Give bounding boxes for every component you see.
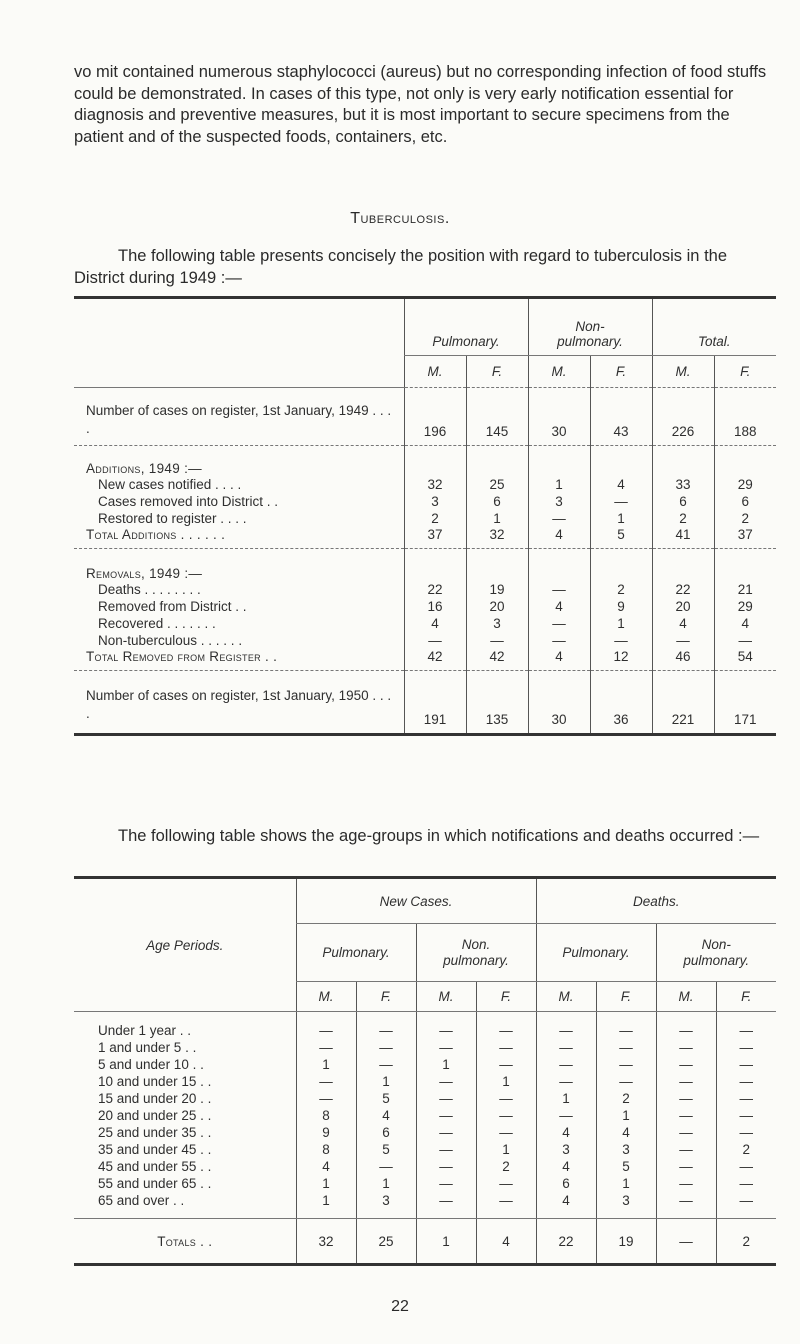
age-row xyxy=(74,1090,776,1107)
table1-cell: 4 xyxy=(528,649,590,671)
table1-cell: 42 xyxy=(404,649,466,671)
table1-cell: 29 xyxy=(714,598,776,615)
table2-intro: The following table shows the age-groups in which notifications and deaths occurred :— xyxy=(118,827,760,845)
age-row-cell: — xyxy=(476,1090,536,1107)
table1-cell: 4 xyxy=(714,615,776,632)
table1-cell: — xyxy=(528,581,590,598)
age-row-cell: — xyxy=(296,1022,356,1039)
age-row-cell: 1 xyxy=(356,1175,416,1192)
age-row-label: 35 and under 45 . . xyxy=(98,1141,212,1157)
deaths-header: Deaths. xyxy=(536,878,776,924)
additions-row-label: New cases notified . . . . xyxy=(98,476,242,492)
age-row-cell: — xyxy=(716,1073,776,1090)
age-row-cell: — xyxy=(356,1022,416,1039)
age-row-cell: — xyxy=(716,1192,776,1209)
table1-cell: 36 xyxy=(590,671,652,735)
intro-paragraph: vo mit contained numerous staphylococci (aureus) but no corresponding infection of food stuffs could be demonstrated. In cases of this type, not only is very early notification essential for diagnosis and preventive measures, but it is most important to secure specimens from the patient and of the suspected foods, containers, etc. xyxy=(74,63,767,146)
removals-row-label: Removed from District . . xyxy=(98,598,247,614)
age-row-label: 15 and under 20 . . xyxy=(98,1090,212,1106)
table1-subheader: F. xyxy=(590,356,652,388)
table1-cell: 2 xyxy=(404,510,466,527)
age-row-cell: — xyxy=(716,1056,776,1073)
table1-cell: — xyxy=(590,493,652,510)
totals-label: Totals . . xyxy=(157,1233,213,1249)
age-row-cell: — xyxy=(596,1073,656,1090)
age-row-cell: — xyxy=(416,1107,476,1124)
age-row-cell: 6 xyxy=(356,1124,416,1141)
age-row-cell: 3 xyxy=(596,1141,656,1158)
table1-cell: 32 xyxy=(404,476,466,493)
totals-cell: 1 xyxy=(416,1219,476,1265)
age-row-cell: — xyxy=(656,1073,716,1090)
table1-cell: 5 xyxy=(590,527,652,549)
table2-subheader: M. xyxy=(656,982,716,1012)
age-row xyxy=(74,1107,776,1124)
table1-cell: 20 xyxy=(652,598,714,615)
age-row-cell: 1 xyxy=(416,1056,476,1073)
additions-row-label: Restored to register . . . . xyxy=(98,510,247,526)
age-row xyxy=(74,1141,776,1158)
age-row-cell: — xyxy=(536,1073,596,1090)
age-row-cell: — xyxy=(356,1056,416,1073)
table1-cell: 145 xyxy=(466,388,528,446)
table1-cell: 19 xyxy=(466,581,528,598)
table1-cell: 41 xyxy=(652,527,714,549)
age-row-cell: — xyxy=(416,1039,476,1056)
age-row-label: 20 and under 25 . . xyxy=(98,1107,212,1123)
age-row-cell: — xyxy=(416,1022,476,1039)
table1-cell: 29 xyxy=(714,476,776,493)
age-row-cell: 1 xyxy=(356,1073,416,1090)
table1-cell: — xyxy=(404,632,466,649)
age-row-cell: — xyxy=(656,1056,716,1073)
age-row-cell: 1 xyxy=(596,1107,656,1124)
age-row-cell: — xyxy=(476,1022,536,1039)
age-row-label: 45 and under 55 . . xyxy=(98,1158,212,1174)
age-row-cell: — xyxy=(476,1124,536,1141)
removals-heading: Removals, 1949 :— xyxy=(86,565,203,581)
age-row xyxy=(74,1175,776,1192)
table2-subheader: F. xyxy=(476,982,536,1012)
age-row-cell: 5 xyxy=(356,1090,416,1107)
table1-cell: — xyxy=(652,632,714,649)
totals-cell: 25 xyxy=(356,1219,416,1265)
table1-cell: 6 xyxy=(714,493,776,510)
removals-row-label: Recovered . . . . . . . xyxy=(98,615,216,631)
age-row xyxy=(74,1056,776,1073)
age-row-cell: — xyxy=(716,1124,776,1141)
table1-cell: 6 xyxy=(466,493,528,510)
table1-cell: 226 xyxy=(652,388,714,446)
table1-cell: 16 xyxy=(404,598,466,615)
table1-cell: 21 xyxy=(714,581,776,598)
age-row-cell: 1 xyxy=(296,1175,356,1192)
table1-cell: 196 xyxy=(404,388,466,446)
age-row xyxy=(74,1192,776,1209)
new-cases-non-pulmonary-header: Non. pulmonary. xyxy=(416,924,536,982)
age-row xyxy=(74,1022,776,1039)
age-row-label: 65 and over . . xyxy=(98,1192,185,1208)
age-row-cell: — xyxy=(416,1141,476,1158)
age-row-cell: — xyxy=(656,1090,716,1107)
age-row xyxy=(74,1039,776,1056)
age-row-cell: — xyxy=(416,1090,476,1107)
age-row-cell: — xyxy=(596,1056,656,1073)
table1-subheader: M. xyxy=(652,356,714,388)
age-row xyxy=(74,1124,776,1141)
table1-cell: 1 xyxy=(466,510,528,527)
table1-cell: 37 xyxy=(714,527,776,549)
age-row-cell: — xyxy=(296,1073,356,1090)
register-end-label: Number of cases on register, 1st January, 1950 . . . . xyxy=(86,688,392,721)
age-rows xyxy=(74,1022,776,1209)
age-row-cell: — xyxy=(536,1107,596,1124)
age-row-cell: — xyxy=(716,1175,776,1192)
age-row-cell: 4 xyxy=(356,1107,416,1124)
table1-subheader: M. xyxy=(528,356,590,388)
table1-cell: — xyxy=(528,615,590,632)
table1-cell: 191 xyxy=(404,671,466,735)
age-row-cell: — xyxy=(656,1141,716,1158)
table1-cell: 1 xyxy=(528,476,590,493)
age-row-cell: 2 xyxy=(596,1090,656,1107)
age-row-cell: 4 xyxy=(536,1124,596,1141)
totals-cell: 2 xyxy=(716,1219,776,1265)
table1-cell: 3 xyxy=(528,493,590,510)
register-start-label: Number of cases on register, 1st January, 1949 . . . . xyxy=(74,388,404,446)
table1-header-total: Total. xyxy=(652,298,776,356)
age-row-cell: 4 xyxy=(596,1124,656,1141)
table1-cell: 1 xyxy=(590,510,652,527)
age-row-cell: 4 xyxy=(536,1192,596,1209)
age-row-cell: 2 xyxy=(476,1158,536,1175)
age-row-cell: — xyxy=(296,1090,356,1107)
table1-cell: 22 xyxy=(652,581,714,598)
tuberculosis-register-table xyxy=(74,296,776,736)
removals-row-label: Deaths . . . . . . . . xyxy=(98,581,201,597)
section-heading: Tuberculosis. xyxy=(350,210,450,227)
age-row-cell: — xyxy=(656,1039,716,1056)
table1-cell: 33 xyxy=(652,476,714,493)
table1-cell: 42 xyxy=(466,649,528,671)
age-row-cell: — xyxy=(476,1056,536,1073)
table1-cell: 1 xyxy=(590,615,652,632)
table1-cell: 221 xyxy=(652,671,714,735)
age-row-cell: — xyxy=(416,1158,476,1175)
new-cases-header: New Cases. xyxy=(296,878,536,924)
age-row-cell: 1 xyxy=(596,1175,656,1192)
age-row-cell: — xyxy=(476,1192,536,1209)
age-row-cell: 4 xyxy=(536,1158,596,1175)
table1-cell: 3 xyxy=(404,493,466,510)
table1-cell: 4 xyxy=(528,527,590,549)
age-row-cell: 1 xyxy=(296,1192,356,1209)
age-row-cell: 3 xyxy=(356,1192,416,1209)
age-row-cell: 9 xyxy=(296,1124,356,1141)
table1-cell: — xyxy=(590,632,652,649)
age-row-cell: — xyxy=(536,1056,596,1073)
age-row-cell: — xyxy=(716,1022,776,1039)
table1-corner xyxy=(74,298,404,388)
table1-cell: 30 xyxy=(528,388,590,446)
table1-cell: 4 xyxy=(652,615,714,632)
table1-cell: 30 xyxy=(528,671,590,735)
page-number: 22 xyxy=(391,1298,409,1315)
age-row-label: 10 and under 15 . . xyxy=(98,1073,212,1089)
table1-cell: 6 xyxy=(652,493,714,510)
table1-subheader: F. xyxy=(714,356,776,388)
age-row-cell: — xyxy=(716,1090,776,1107)
table1-cell: 46 xyxy=(652,649,714,671)
total-removed-label: Total Removed from Register . . xyxy=(74,649,404,671)
age-row-cell: — xyxy=(656,1124,716,1141)
age-row-cell: — xyxy=(716,1039,776,1056)
age-row-cell: — xyxy=(656,1192,716,1209)
age-row-cell: 5 xyxy=(356,1141,416,1158)
table1-cell: 12 xyxy=(590,649,652,671)
age-row-cell: — xyxy=(416,1192,476,1209)
age-row-cell: — xyxy=(476,1175,536,1192)
table1-cell: — xyxy=(528,510,590,527)
age-row-cell: — xyxy=(656,1107,716,1124)
age-periods-header: Age Periods. xyxy=(74,878,296,1012)
age-row-cell: 8 xyxy=(296,1141,356,1158)
deaths-pulmonary-header: Pulmonary. xyxy=(536,924,656,982)
age-row-cell: — xyxy=(476,1107,536,1124)
table1-cell: 171 xyxy=(714,671,776,735)
age-row-cell: 3 xyxy=(596,1192,656,1209)
table2-subheader: M. xyxy=(536,982,596,1012)
age-row-cell: — xyxy=(716,1107,776,1124)
table1-cell: — xyxy=(466,632,528,649)
age-row xyxy=(74,1158,776,1175)
age-row xyxy=(74,1073,776,1090)
age-row-cell: 2 xyxy=(716,1141,776,1158)
table2-subheader: F. xyxy=(716,982,776,1012)
age-row-cell: — xyxy=(356,1158,416,1175)
table1-cell: 43 xyxy=(590,388,652,446)
age-row-label: 5 and under 10 . . xyxy=(98,1056,204,1072)
table1-header-non-pulmonary: Non-pulmonary. xyxy=(528,298,652,356)
age-row-cell: — xyxy=(416,1073,476,1090)
age-row-cell: — xyxy=(356,1039,416,1056)
table1-cell: 37 xyxy=(404,527,466,549)
totals-cell: 4 xyxy=(476,1219,536,1265)
deaths-non-pulmonary-header: Non-pulmonary. xyxy=(656,924,776,982)
table1-subheader: F. xyxy=(466,356,528,388)
table1-cell: 135 xyxy=(466,671,528,735)
age-row-label: Under 1 year . . xyxy=(98,1022,192,1038)
age-row-cell: — xyxy=(476,1039,536,1056)
age-row-cell: — xyxy=(296,1039,356,1056)
table1-cell: 20 xyxy=(466,598,528,615)
table1-cell: — xyxy=(714,632,776,649)
totals-cell: — xyxy=(656,1219,716,1265)
table2-subheader: F. xyxy=(356,982,416,1012)
age-row-cell: 3 xyxy=(536,1141,596,1158)
additions-heading: Additions, 1949 :— xyxy=(86,460,202,476)
totals-cell: 19 xyxy=(596,1219,656,1265)
age-row-cell: 6 xyxy=(536,1175,596,1192)
table1-cell: 188 xyxy=(714,388,776,446)
table1-intro: The following table presents concisely the position with regard to tuberculosis in the District during 1949 :— xyxy=(74,247,728,287)
table1-cell: — xyxy=(528,632,590,649)
table1-cell: 32 xyxy=(466,527,528,549)
age-row-cell: 1 xyxy=(296,1056,356,1073)
age-row-label: 1 and under 5 . . xyxy=(98,1039,197,1055)
age-row-label: 25 and under 35 . . xyxy=(98,1124,212,1140)
table1-cell: 25 xyxy=(466,476,528,493)
age-row-cell: — xyxy=(416,1175,476,1192)
age-row-cell: 8 xyxy=(296,1107,356,1124)
age-row-cell: — xyxy=(536,1039,596,1056)
table1-cell: 2 xyxy=(714,510,776,527)
age-row-cell: 5 xyxy=(596,1158,656,1175)
new-cases-pulmonary-header: Pulmonary. xyxy=(296,924,416,982)
table1-cell: 9 xyxy=(590,598,652,615)
age-row-cell: — xyxy=(596,1039,656,1056)
age-row-cell: — xyxy=(536,1022,596,1039)
age-row-cell: — xyxy=(596,1022,656,1039)
age-groups-table xyxy=(74,876,776,1266)
table2-subheader: F. xyxy=(596,982,656,1012)
table1-header-pulmonary: Pulmonary. xyxy=(404,298,528,356)
table1-cell: 4 xyxy=(590,476,652,493)
age-row-cell: 4 xyxy=(296,1158,356,1175)
table2-subheader: M. xyxy=(416,982,476,1012)
table1-subheader: M. xyxy=(404,356,466,388)
removals-row-label: Non-tuberculous . . . . . . xyxy=(98,632,243,648)
totals-cell: 22 xyxy=(536,1219,596,1265)
age-row-cell: — xyxy=(656,1022,716,1039)
table1-cell: 54 xyxy=(714,649,776,671)
totals-cell: 32 xyxy=(296,1219,356,1265)
age-row-cell: — xyxy=(656,1158,716,1175)
age-row-cell: — xyxy=(416,1124,476,1141)
table1-cell: 4 xyxy=(404,615,466,632)
table2-subheader: M. xyxy=(296,982,356,1012)
age-row-cell: — xyxy=(656,1175,716,1192)
age-row-cell: — xyxy=(716,1158,776,1175)
table1-cell: 4 xyxy=(528,598,590,615)
additions-row-label: Cases removed into District . . xyxy=(98,493,279,509)
age-row-cell: 1 xyxy=(476,1141,536,1158)
table1-cell: 3 xyxy=(466,615,528,632)
age-row-cell: 1 xyxy=(476,1073,536,1090)
age-row-label: 55 and under 65 . . xyxy=(98,1175,212,1191)
age-row-cell: 1 xyxy=(536,1090,596,1107)
table1-cell: 2 xyxy=(590,581,652,598)
table1-cell: 22 xyxy=(404,581,466,598)
table1-cell: 2 xyxy=(652,510,714,527)
total-additions-label: Total Additions . . . . . . xyxy=(74,527,404,549)
